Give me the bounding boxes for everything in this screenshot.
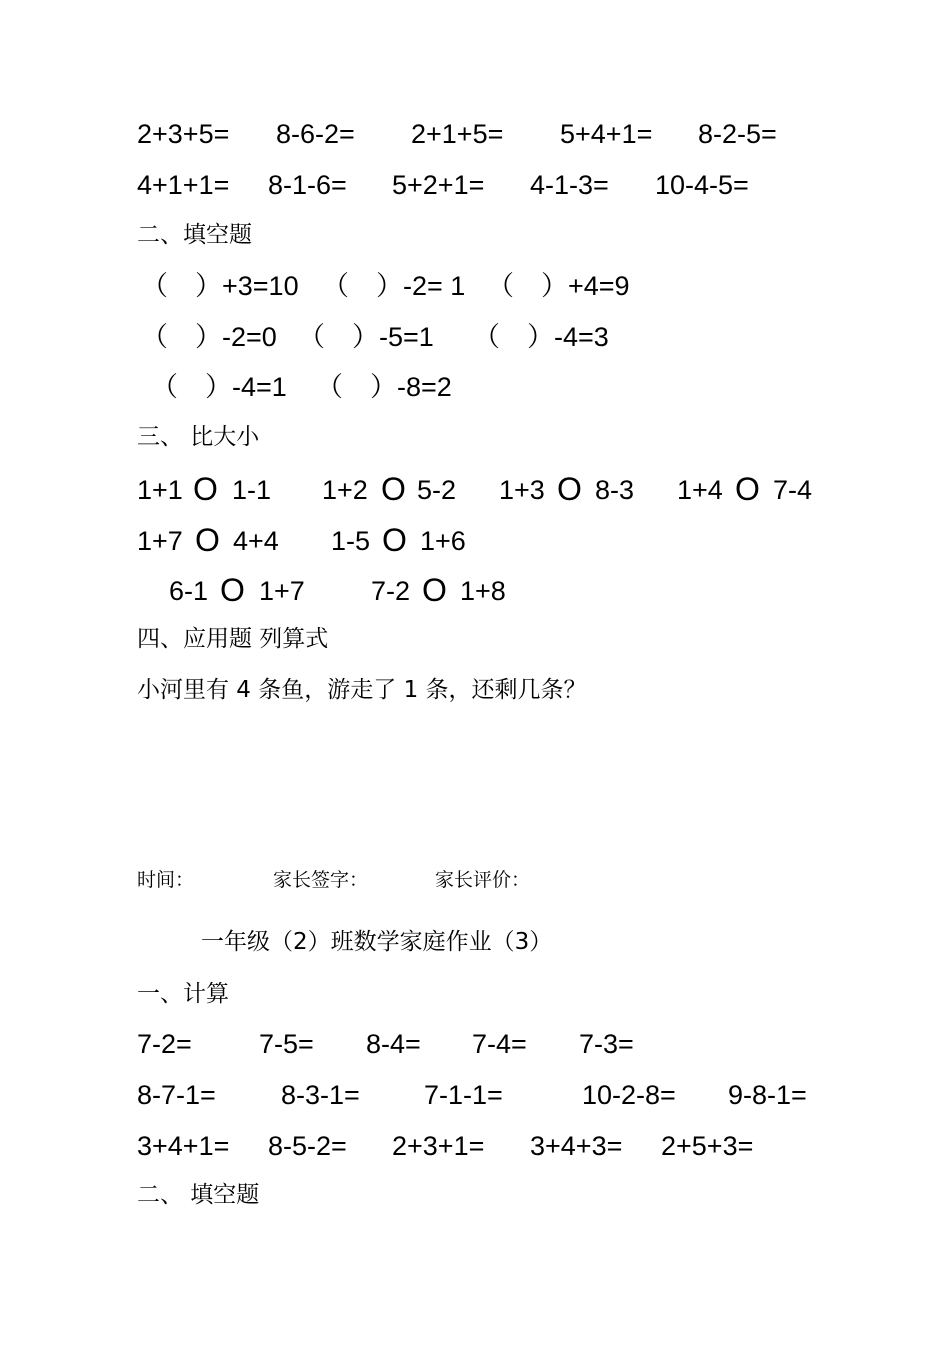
compare-right: 1+7 xyxy=(259,576,305,606)
compare-left: 1+2 xyxy=(322,475,368,505)
equation: 4-1-3= xyxy=(530,170,609,200)
word-problem-text: 小河里有 4 条鱼，游走了 1 条，还剩几条？ xyxy=(137,677,587,703)
time-label: 时间： xyxy=(137,869,195,891)
equation: 8-4= xyxy=(366,1029,421,1059)
equation: 7-5= xyxy=(259,1029,314,1059)
fill-blank-item: （ ）-2= 1 xyxy=(322,271,466,301)
fill-blank-item: （ ）-5=1 xyxy=(298,322,434,352)
equation: 2+1+5= xyxy=(411,119,504,149)
compare-right: 4+4 xyxy=(233,526,279,556)
equation: 8-1-6= xyxy=(268,170,347,200)
compare-left: 1+4 xyxy=(677,475,723,505)
equation: 5+2+1= xyxy=(392,170,485,200)
fill-blank-item: （ ）-4=3 xyxy=(473,322,609,352)
equation: 10-2-8= xyxy=(582,1080,676,1110)
compare-left: 1-5 xyxy=(331,526,371,556)
compare-circle: O xyxy=(381,471,406,507)
compare-circle: O xyxy=(735,471,760,507)
fill-blank-item: （ ）+3=10 xyxy=(141,271,299,301)
compare-circle: O xyxy=(422,572,447,608)
fill-blank-item: （ ）-4=1 xyxy=(151,372,287,402)
section-heading-fill-blanks: 二、填空题 xyxy=(137,222,252,248)
equation: 3+4+1= xyxy=(137,1131,230,1161)
compare-left: 1+7 xyxy=(137,526,183,556)
equation: 9-8-1= xyxy=(728,1080,807,1110)
equation: 7-1-1= xyxy=(424,1080,503,1110)
compare-right: 1+8 xyxy=(460,576,506,606)
section-heading-fill-blanks-2: 二、 填空题 xyxy=(137,1182,260,1208)
equation: 8-2-5= xyxy=(698,119,777,149)
equation: 8-7-1= xyxy=(137,1080,216,1110)
equation: 2+3+1= xyxy=(392,1131,485,1161)
compare-circle: O xyxy=(220,572,245,608)
parent-signature-label: 家长签字： xyxy=(273,869,369,891)
fill-blank-item: （ ）-8=2 xyxy=(316,372,452,402)
equation: 10-4-5= xyxy=(655,170,749,200)
fill-blank-item: （ ）+4=9 xyxy=(487,271,630,301)
equation: 2+3+5= xyxy=(137,119,230,149)
compare-right: 8-3 xyxy=(595,475,635,505)
compare-left: 1+1 xyxy=(137,475,183,505)
equation: 2+5+3= xyxy=(661,1131,754,1161)
section-heading-compare: 三、 比大小 xyxy=(137,424,260,450)
compare-left: 6-1 xyxy=(169,576,209,606)
equation: 3+4+3= xyxy=(530,1131,623,1161)
compare-right: 1+6 xyxy=(420,526,466,556)
compare-left: 1+3 xyxy=(499,475,545,505)
equation: 8-3-1= xyxy=(281,1080,360,1110)
compare-right: 5-2 xyxy=(417,475,457,505)
equation: 7-2= xyxy=(137,1029,192,1059)
compare-right: 1-1 xyxy=(232,475,272,505)
compare-circle: O xyxy=(557,471,582,507)
equation: 8-6-2= xyxy=(276,119,355,149)
section-heading-word-problem: 四、应用题 列算式 xyxy=(137,626,329,652)
equation: 7-4= xyxy=(472,1029,527,1059)
compare-circle: O xyxy=(193,471,218,507)
compare-right: 7-4 xyxy=(773,475,813,505)
equation: 5+4+1= xyxy=(560,119,653,149)
equation: 7-3= xyxy=(579,1029,634,1059)
compare-left: 7-2 xyxy=(371,576,411,606)
parent-evaluation-label: 家长评价： xyxy=(435,869,531,891)
compare-circle: O xyxy=(195,522,220,558)
equation: 4+1+1= xyxy=(137,170,230,200)
fill-blank-item: （ ）-2=0 xyxy=(141,322,277,352)
section-heading-calculation: 一、计算 xyxy=(137,981,229,1007)
compare-circle: O xyxy=(382,522,407,558)
equation: 8-5-2= xyxy=(268,1131,347,1161)
page-title: 一年级（2）班数学家庭作业（3） xyxy=(201,929,553,955)
